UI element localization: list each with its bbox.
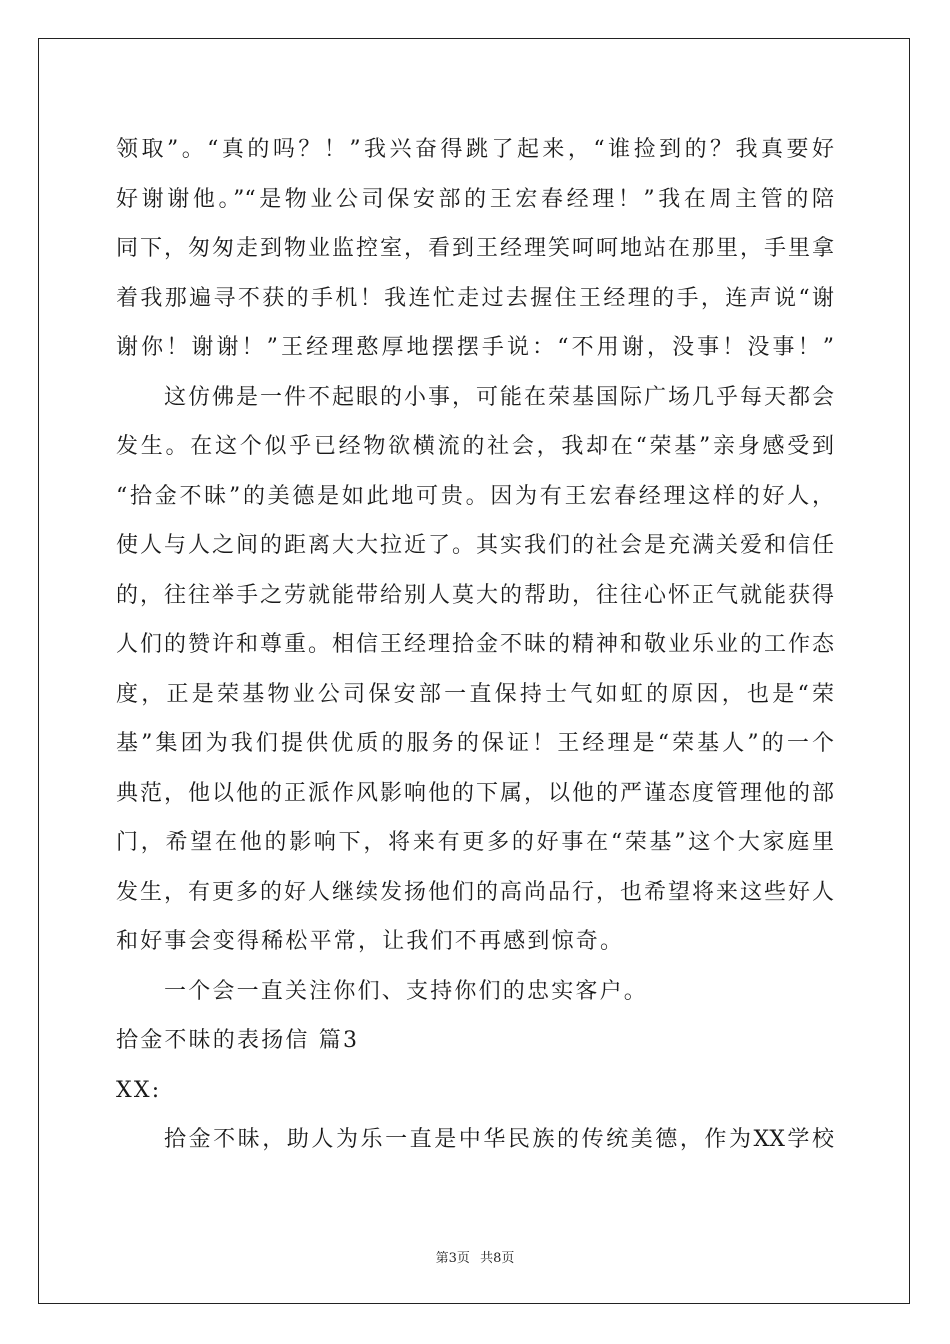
text-line: 人们的赞许和尊重。相信王经理拾金不昧的精神和敬业乐业的工作态 xyxy=(116,632,834,657)
text-line: 发生，有更多的好人继续发扬他们的高尚品行，也希望将来这些好人 xyxy=(116,879,834,905)
text-line: 使人与人之间的距离大大拉近了。其实我们的社会是充满关爱和信任 xyxy=(116,533,834,558)
text-line: 和好事会变得稀松平常，让我们不再感到惊奇。 xyxy=(116,929,625,954)
text-line: 着我那遍寻不获的手机！我连忙走过去握住王经理的手，连声说“谢 xyxy=(116,285,834,311)
page-footer xyxy=(0,1247,950,1266)
text-line: 这仿佛是一件不起眼的小事，可能在荣基国际广场几乎每天都会 xyxy=(164,384,834,410)
text-line: XX: xyxy=(116,1077,162,1103)
text-line: 一个会一直关注你们、支持你们的忠实客户。 xyxy=(164,978,649,1004)
text-line: 好谢谢他。”“是物业公司保安部的王宏春经理！”我在周主管的陪 xyxy=(116,186,834,212)
text-line: 同下，匆匆走到物业监控室，看到王经理笑呵呵地站在那里，手里拿 xyxy=(116,236,834,261)
text-line: 发生。在这个似乎已经物欲横流的社会，我却在“荣基”亲身感受到 xyxy=(116,434,834,459)
text-line: 典范，他以他的正派作风影响他的下属，以他的严谨态度管理他的部 xyxy=(116,780,834,806)
page-number: 第3页 xyxy=(435,1251,470,1266)
page-total: 共8页 xyxy=(480,1251,515,1266)
text-line: 门，希望在他的影响下，将来有更多的好事在“荣基”这个大家庭里 xyxy=(116,830,834,855)
document-body xyxy=(116,125,834,1165)
text-line: 度，正是荣基物业公司保安部一直保持士气如虹的原因，也是“荣 xyxy=(116,681,834,707)
text-line: 拾金不昧的表扬信 篇3 xyxy=(116,1028,360,1053)
text-line: “拾金不昧”的美德是如此地可贵。因为有王宏春经理这样的好人， xyxy=(116,483,834,509)
text-line: 基”集团为我们提供优质的服务的保证！王经理是“荣基人”的一个 xyxy=(116,731,834,756)
text-line: 谢你！谢谢！”王经理憨厚地摆摆手说：“不用谢，没事！没事！” xyxy=(116,335,834,360)
text-line: 拾金不昧，助人为乐一直是中华民族的传统美德，作为XX学校 xyxy=(164,1127,834,1152)
text-line: 领取”。“真的吗？！”我兴奋得跳了起来，“谁捡到的？我真要好 xyxy=(116,137,834,162)
text-line: 的，往往举手之劳就能带给别人莫大的帮助，往往心怀正气就能获得 xyxy=(116,582,834,608)
